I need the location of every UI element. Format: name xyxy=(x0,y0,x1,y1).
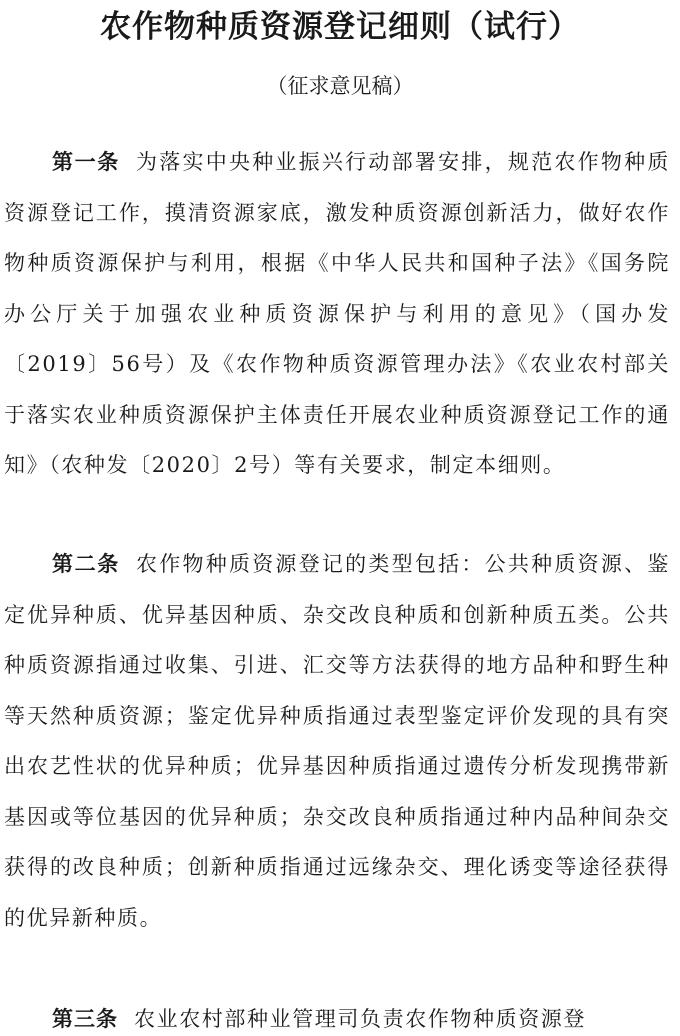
article-number: 第三条 xyxy=(52,1007,118,1031)
article-number: 第一条 xyxy=(52,150,120,174)
article-3 xyxy=(4,994,670,1036)
article-text: 农作物种质资源登记的类型包括：公共种质资源、鉴定优异种质、优异基因种质、杂交改良种质和创新种质五类。公共种质资源指通过收集、引进、汇交等方法获得的地方品种和野生种等天然种质资源；鉴定优异种质指通过表型鉴定评价发现的具有突出农艺性状的优异种质；优异基因种质指通过遗传分析发现携带新基因或等位基因的优异种质；杂交改良种质指通过种内品种间杂交获得的改良种质；创新种质指通过远缘杂交、理化诱变等途径获得的优异新种质。 xyxy=(4,552,670,930)
document-title: 农作物种质资源登记细则（试行） xyxy=(100,9,580,45)
article-text: 为落实中央种业振兴行动部署安排，规范农作物种质资源登记工作，摸清资源家底，激发种质资源创新活力，做好农作物种质资源保护与利用，根据《中华人民共和国种子法》《国务院办公厅关于加强农业种质资源保护与利用的意见》（国办发〔2019〕56号）及《农作物种质资源管理办法》《农业农村部关于落实农业种质资源保护主体责任开展农业种质资源登记工作的通知》（农种发〔2020〕2号）等有关要求，制定本细则。 xyxy=(4,150,670,477)
article-2 xyxy=(4,539,670,943)
article-1 xyxy=(4,137,670,491)
article-number: 第二条 xyxy=(52,552,120,576)
article-text: 农业农村部种业管理司负责农作物种质资源登 xyxy=(134,1007,586,1031)
document-subtitle: （征求意见稿） xyxy=(266,74,414,98)
